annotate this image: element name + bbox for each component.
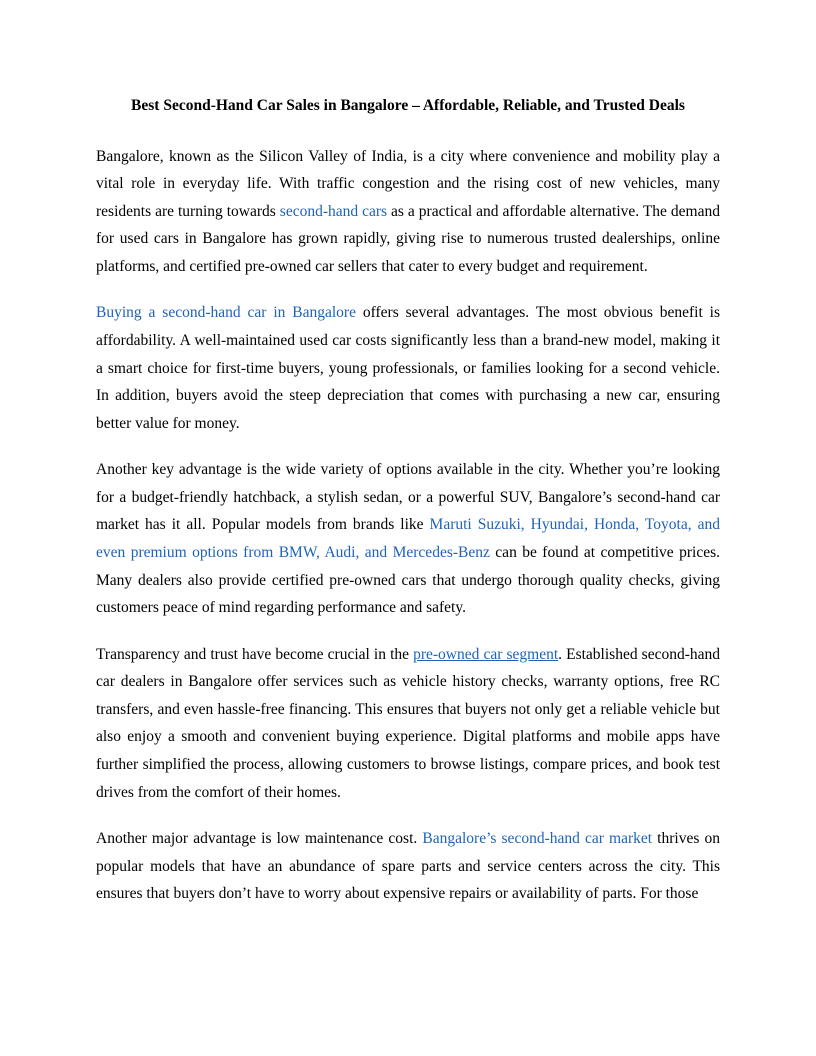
paragraph-advantages [96,299,720,437]
link-bangalore-car-market[interactable]: Bangalore’s second-hand car market [422,829,653,847]
paragraph-text: as a practical and affordable alternative. The demand for used cars in Bangalore has grown rapidly, giving rise to numerous trusted dealerships, online platforms, and certified pre-owned car sellers that cater to every budget and requirement. [96,202,720,276]
document-title: Best Second-Hand Car Sales in Bangalore – Affordable, Reliable, and Trusted Deals [131,97,685,114]
paragraph-text: . Established second-hand car dealers in Bangalore offer services such as vehicle history checks, warranty options, free RC transfers, and even hassle-free financing. This ensures that buyers not only get a reliable vehicle but also enjoy a smooth and convenient buying experience. Digital platforms and mobile apps have further simplified the process, allowing customers to browse listings, compare prices, and book test drives from the comfort of their homes. [96,645,720,801]
link-buying-second-hand-car-bangalore[interactable]: Buying a second-hand car in Bangalore [96,304,356,322]
paragraph-transparency [96,641,720,807]
paragraph-text: Another key advantage is the wide variety of options available in the city. Whether you’re looking for a budget-friendly hatchback, a stylish sedan, or a powerful SUV, Bangalore’s second-hand car market has it all. Popular models from brands like [96,461,720,534]
link-car-brands[interactable]: Maruti Suzuki, Hyundai, Honda, Toyota, and even premium options from BMW, Audi, and Mercedes-Benz [96,516,720,562]
paragraph-text: offers several advantages. The most obvious benefit is affordability. A well-maintained used car costs significantly less than a brand-new model, making it a smart choice for first-time buyers, young professionals, or families looking for a second vehicle. In addition, buyers avoid the steep depreciation that comes with purchasing a new car, ensuring better value for money. [96,304,721,432]
link-second-hand-cars[interactable]: second-hand cars [279,202,388,220]
paragraph-intro [96,143,720,281]
link-pre-owned-car-segment[interactable]: pre-owned car segment [413,645,559,663]
paragraph-text: Another major advantage is low maintenance cost. [96,829,423,847]
paragraph-maintenance [96,825,720,908]
paragraph-text: thrives on popular models that have an abundance of spare parts and service centers across the city. This ensures that buyers don’t have to worry about expensive repairs or availability of parts. For those [96,829,720,903]
paragraph-text: Bangalore, known as the Silicon Valley of India, is a city where convenience and mobility play a vital role in everyday life. With traffic congestion and the rising cost of new vehicles, many residents are turning towards [96,147,720,220]
document-page [96,92,720,908]
paragraph-text: Transparency and trust have become crucial in the [96,645,414,663]
paragraph-variety [96,456,720,622]
paragraph-text: can be found at competitive prices. Many dealers also provide certified pre-owned cars that undergo thorough quality checks, giving customers peace of mind regarding performance and safety. [96,544,720,617]
